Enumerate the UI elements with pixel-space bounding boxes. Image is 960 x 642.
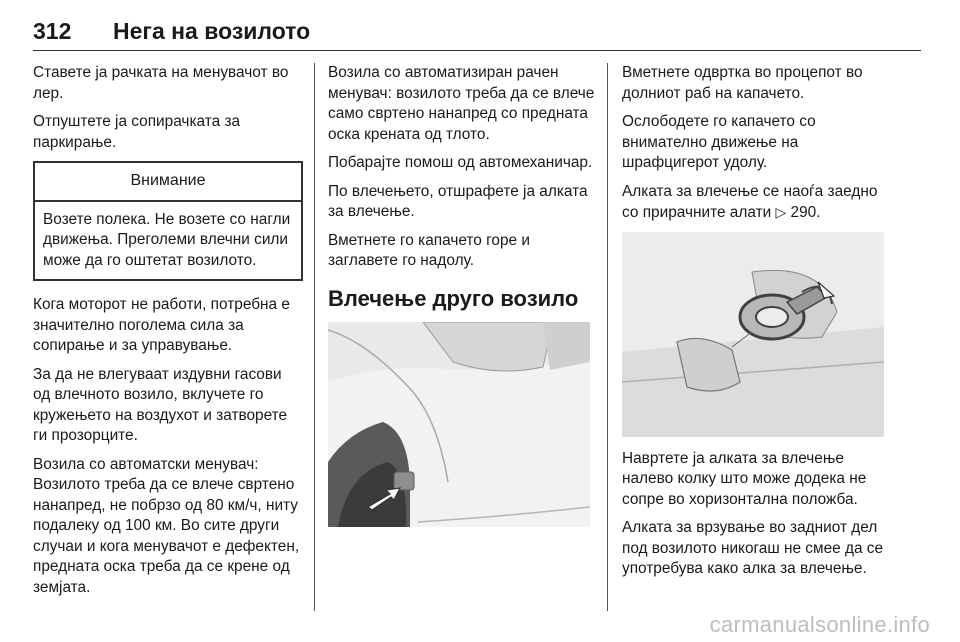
tow-eye-illustration — [622, 232, 884, 437]
paragraph: Ослободете го капачето со внимателно движење на шрафцигерот удолу. — [622, 113, 816, 171]
paragraph: Отпуштете ја сопирачката за паркирање. — [33, 113, 241, 151]
header-rule — [33, 50, 921, 51]
paragraph-text: Алката за влечење се наоѓа заедно со прирачните алати — [622, 182, 878, 221]
warning-heading: Внимание — [35, 163, 301, 202]
section-heading: Влечење друго возило — [328, 285, 579, 311]
figure-rear-bumper-tow-cover — [328, 322, 590, 527]
paragraph: По влечењето, отшрафете ја алката за влечење. — [328, 182, 588, 220]
page-title: Нега на возилото — [113, 18, 311, 44]
paragraph: Вметнете одвртка во процепот во долниот раб на капачето. — [622, 64, 863, 102]
paragraph: Возила со автоматизиран рачен менувач: возилото треба да се влече само свртено нанапред со предната оска крената од тлото. — [328, 64, 595, 143]
figure-tow-eye-install — [622, 232, 884, 437]
rear-bumper-illustration — [328, 322, 590, 527]
column-divider-2 — [607, 63, 608, 611]
page-reference-arrow-icon: ▷ — [775, 204, 787, 220]
paragraph: Кога моторот не работи, потребна е значително поголема сила за сопирање и за управување. — [33, 296, 290, 354]
paragraph: Ставете ја рачката на менувачот во лер. — [33, 64, 289, 102]
page-number: 312 — [33, 18, 72, 44]
page-reference: 290. — [786, 204, 821, 221]
warning-text: Возете полека. Не возете со нагли движења. Преголеми влечни сили може да го оштетат возилото. — [43, 210, 291, 269]
warning-box — [33, 161, 303, 281]
paragraph: Навртете ја алката за влечење налево колку што може додека не сопре во хоризонтална положба. — [622, 449, 867, 508]
column-1 — [33, 63, 303, 606]
column-3 — [622, 63, 890, 588]
paragraph: Побарајте помош од автомеханичар. — [328, 154, 593, 171]
paragraph: Вметнете го капачето горе и заглавете го надолу. — [328, 231, 530, 269]
paragraph: Алката за врзување во задниот дел под возилото никогаш не смее да се употребува како алка за влечење. — [622, 519, 884, 577]
column-2 — [328, 63, 595, 539]
paragraph: Возила со автоматски менувач: Возилото треба да се влече свртено нанапред, не побрзо од 80 км/ч, ниту подалеку од 100 км. Во сите други случаи и кога менувачот е дефектен, предната оска треба да се крене од земјата. — [33, 455, 300, 596]
paragraph — [622, 182, 890, 224]
paragraph: За да не влегуваат издувни гасови од влечното возило, вклучете го кружењето на воздухот и затворете ги прозорците. — [33, 365, 288, 444]
watermark: carmanualsonline.info — [709, 612, 930, 637]
page-header — [33, 10, 921, 48]
column-divider-1 — [314, 63, 315, 611]
